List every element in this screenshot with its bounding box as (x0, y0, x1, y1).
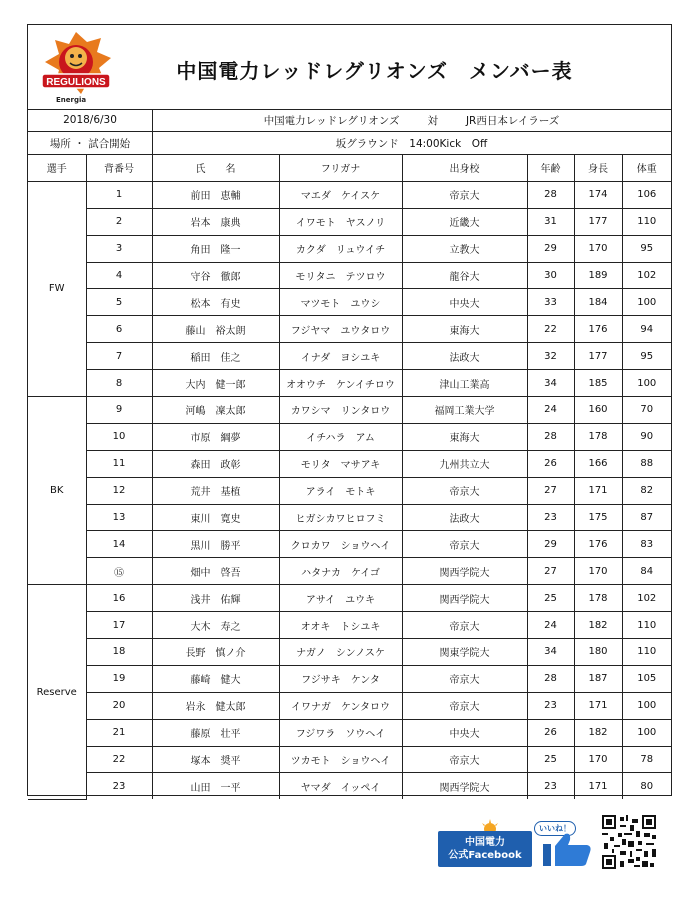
jersey-number: 8 (86, 370, 152, 397)
table-row (28, 558, 671, 585)
player-weight: 70 (622, 397, 671, 424)
table-row (28, 235, 671, 262)
facebook-line2: 公式Facebook (448, 850, 522, 861)
player-age: 27 (527, 558, 574, 585)
player-name: 市原 綱夢 (152, 423, 279, 450)
player-height: 178 (574, 585, 622, 612)
player-age: 22 (527, 316, 574, 343)
player-weight: 100 (622, 692, 671, 719)
player-weight: 88 (622, 450, 671, 477)
player-height: 170 (574, 235, 622, 262)
player-height: 177 (574, 343, 622, 370)
player-weight: 87 (622, 504, 671, 531)
player-kana: フジサキ ケンタ (279, 665, 402, 692)
table-row (28, 585, 671, 612)
table-row (28, 531, 671, 558)
player-weight: 100 (622, 289, 671, 316)
jersey-number: 19 (86, 665, 152, 692)
jersey-number: 3 (86, 235, 152, 262)
player-height: 170 (574, 746, 622, 773)
player-age: 23 (527, 692, 574, 719)
player-school: 近畿大 (402, 208, 527, 235)
jersey-number: 16 (86, 585, 152, 612)
col-header: 背番号 (86, 155, 152, 181)
table-row (28, 181, 671, 208)
jersey-number: 4 (86, 262, 152, 289)
player-height: 174 (574, 181, 622, 208)
player-school: 帝京大 (402, 692, 527, 719)
thumbs-up-icon (541, 832, 593, 868)
player-name: 浅井 佑輝 (152, 585, 279, 612)
player-school: 九州共立大 (402, 450, 527, 477)
jersey-number: 18 (86, 639, 152, 666)
jersey-number: ⑮ (86, 558, 152, 585)
table-row (28, 208, 671, 235)
player-school: 東海大 (402, 316, 527, 343)
table-row (28, 639, 671, 666)
player-school: 法政大 (402, 504, 527, 531)
player-name: 藤原 壮平 (152, 719, 279, 746)
player-name: 岩本 康典 (152, 208, 279, 235)
player-height: 171 (574, 692, 622, 719)
table-row (28, 343, 671, 370)
player-weight: 83 (622, 531, 671, 558)
player-school: 帝京大 (402, 612, 527, 639)
player-age: 28 (527, 423, 574, 450)
jersey-number: 5 (86, 289, 152, 316)
player-weight: 100 (622, 370, 671, 397)
player-height: 170 (574, 558, 622, 585)
col-header: 身長 (574, 155, 622, 181)
player-name: 藤山 裕太朗 (152, 316, 279, 343)
col-header: 氏 名 (152, 155, 279, 181)
player-school: 帝京大 (402, 746, 527, 773)
player-name: 荒井 基植 (152, 477, 279, 504)
player-kana: フジワラ ソウヘイ (279, 719, 402, 746)
table-row (28, 423, 671, 450)
table-row (28, 316, 671, 343)
jersey-number: 21 (86, 719, 152, 746)
player-name: 角田 隆一 (152, 235, 279, 262)
table-row (28, 773, 671, 799)
away-team: JR西日本レイラーズ (465, 114, 560, 127)
table-row (28, 289, 671, 316)
table-row (28, 450, 671, 477)
jersey-number: 12 (86, 477, 152, 504)
player-name: 森田 政彰 (152, 450, 279, 477)
player-name: 塚本 奨平 (152, 746, 279, 773)
jersey-number: 20 (86, 692, 152, 719)
versus-label: 対 (427, 114, 438, 127)
player-height: 184 (574, 289, 622, 316)
venue-label: 場所 ・ 試合開始 (28, 132, 153, 154)
col-header: 年齢 (527, 155, 574, 181)
player-age: 25 (527, 585, 574, 612)
jersey-number: 22 (86, 746, 152, 773)
player-height: 160 (574, 397, 622, 424)
player-age: 24 (527, 612, 574, 639)
player-weight: 80 (622, 773, 671, 799)
player-height: 177 (574, 208, 622, 235)
player-weight: 78 (622, 746, 671, 773)
jersey-number: 1 (86, 181, 152, 208)
player-height: 175 (574, 504, 622, 531)
player-school: 法政大 (402, 343, 527, 370)
player-kana: マツモト ユウシ (279, 289, 402, 316)
player-height: 171 (574, 477, 622, 504)
jersey-number: 10 (86, 423, 152, 450)
player-age: 28 (527, 181, 574, 208)
player-kana: ヤマダ イッペイ (279, 773, 402, 799)
table-row (28, 692, 671, 719)
player-height: 176 (574, 531, 622, 558)
player-kana: カワシマ リンタロウ (279, 397, 402, 424)
player-school: 帝京大 (402, 665, 527, 692)
table-row (28, 397, 671, 424)
player-height: 185 (574, 370, 622, 397)
player-school: 帝京大 (402, 477, 527, 504)
player-weight: 110 (622, 639, 671, 666)
table-row (28, 665, 671, 692)
player-name: 松本 有史 (152, 289, 279, 316)
player-name: 前田 恵輔 (152, 181, 279, 208)
player-school: 関東学院大 (402, 639, 527, 666)
match-row (28, 109, 671, 132)
player-height: 187 (574, 665, 622, 692)
roster-table (28, 155, 671, 800)
table-row (28, 370, 671, 397)
player-school: 津山工業高 (402, 370, 527, 397)
player-name: 稲田 佳之 (152, 343, 279, 370)
player-kana: マエダ ケイスケ (279, 181, 402, 208)
jersey-number: 14 (86, 531, 152, 558)
jersey-number: 9 (86, 397, 152, 424)
player-kana: ハタナカ ケイゴ (279, 558, 402, 585)
venue-row (28, 132, 671, 155)
player-age: 31 (527, 208, 574, 235)
venue-value: 坂グラウンド 14:00Kick Off (335, 137, 488, 150)
player-kana: イナダ ヨシユキ (279, 343, 402, 370)
player-age: 25 (527, 746, 574, 773)
player-weight: 82 (622, 477, 671, 504)
player-height: 178 (574, 423, 622, 450)
player-height: 176 (574, 316, 622, 343)
player-weight: 106 (622, 181, 671, 208)
energia-wordmark: Energia (56, 96, 87, 104)
player-weight: 102 (622, 262, 671, 289)
player-school: 東海大 (402, 423, 527, 450)
qr-code-icon[interactable] (600, 813, 658, 871)
player-kana: フジヤマ ユウタロウ (279, 316, 402, 343)
player-name: 岩永 健太郎 (152, 692, 279, 719)
sheet-header (28, 25, 671, 110)
position-group: BK (28, 397, 86, 585)
roster-body (28, 181, 671, 799)
player-age: 34 (527, 370, 574, 397)
player-height: 171 (574, 773, 622, 799)
col-header: 選手 (28, 155, 86, 181)
player-school: 関西学院大 (402, 773, 527, 799)
page-title: 中国電力レッドレグリオンズ メンバー表 (176, 59, 573, 83)
table-row (28, 612, 671, 639)
player-weight: 110 (622, 208, 671, 235)
table-header-row (28, 155, 671, 181)
facebook-label (438, 831, 532, 867)
player-kana: ナガノ シンノスケ (279, 639, 402, 666)
player-name: 大木 寿之 (152, 612, 279, 639)
player-age: 33 (527, 289, 574, 316)
table-row (28, 262, 671, 289)
jersey-number: 23 (86, 773, 152, 799)
player-weight: 105 (622, 665, 671, 692)
player-kana: クロカワ ショウヘイ (279, 531, 402, 558)
player-name: 大内 健一郎 (152, 370, 279, 397)
col-header: フリガナ (279, 155, 402, 181)
table-row (28, 477, 671, 504)
table-row (28, 719, 671, 746)
player-age: 28 (527, 665, 574, 692)
player-age: 26 (527, 450, 574, 477)
player-school: 中央大 (402, 719, 527, 746)
player-kana: アサイ ユウキ (279, 585, 402, 612)
player-height: 189 (574, 262, 622, 289)
player-name: 河嶋 凜太郎 (152, 397, 279, 424)
player-kana: イチハラ アム (279, 423, 402, 450)
col-header: 体重 (622, 155, 671, 181)
table-row (28, 504, 671, 531)
player-age: 27 (527, 477, 574, 504)
player-kana: イワナガ ケンタロウ (279, 692, 402, 719)
jersey-number: 17 (86, 612, 152, 639)
home-team: 中国電力レッドレグリオンズ (263, 114, 400, 127)
table-row (28, 746, 671, 773)
player-school: 帝京大 (402, 531, 527, 558)
player-school: 龍谷大 (402, 262, 527, 289)
player-kana: ツカモト ショウヘイ (279, 746, 402, 773)
position-group: Reserve (28, 585, 86, 800)
jersey-number: 2 (86, 208, 152, 235)
player-kana: ヒガシカワヒロフミ (279, 504, 402, 531)
jersey-number: 7 (86, 343, 152, 370)
player-school: 関西学院大 (402, 585, 527, 612)
player-weight: 95 (622, 235, 671, 262)
player-name: 藤崎 健大 (152, 665, 279, 692)
player-age: 34 (527, 639, 574, 666)
jersey-number: 13 (86, 504, 152, 531)
roster-sheet (27, 24, 672, 796)
player-height: 180 (574, 639, 622, 666)
player-name: 山田 一平 (152, 773, 279, 799)
player-school: 福岡工業大学 (402, 397, 527, 424)
player-age: 30 (527, 262, 574, 289)
player-school: 立教大 (402, 235, 527, 262)
player-school: 帝京大 (402, 181, 527, 208)
like-bubble: いいね！ (534, 821, 576, 836)
player-height: 182 (574, 719, 622, 746)
player-school: 中央大 (402, 289, 527, 316)
match-teams (152, 109, 671, 131)
facebook-banner[interactable] (438, 815, 593, 867)
player-weight: 84 (622, 558, 671, 585)
jersey-number: 6 (86, 316, 152, 343)
player-age: 24 (527, 397, 574, 424)
player-age: 32 (527, 343, 574, 370)
player-height: 182 (574, 612, 622, 639)
player-age: 23 (527, 504, 574, 531)
player-school: 関西学院大 (402, 558, 527, 585)
player-kana: オオウチ ケンイチロウ (279, 370, 402, 397)
player-name: 黒川 勝平 (152, 531, 279, 558)
match-date: 2018/6/30 (28, 109, 153, 131)
player-age: 29 (527, 235, 574, 262)
player-age: 26 (527, 719, 574, 746)
player-weight: 102 (622, 585, 671, 612)
player-name: 畑中 啓吾 (152, 558, 279, 585)
player-name: 守谷 徹郎 (152, 262, 279, 289)
player-weight: 90 (622, 423, 671, 450)
logo-text: REGULIONS (46, 77, 106, 88)
player-kana: オオキ トシユキ (279, 612, 402, 639)
player-weight: 94 (622, 316, 671, 343)
player-kana: カクダ リュウイチ (279, 235, 402, 262)
facebook-line1: 中国電力 (465, 837, 505, 848)
player-height: 166 (574, 450, 622, 477)
jersey-number: 11 (86, 450, 152, 477)
player-kana: イワモト ヤスノリ (279, 208, 402, 235)
player-name: 東川 寛史 (152, 504, 279, 531)
player-kana: アライ モトキ (279, 477, 402, 504)
player-age: 23 (527, 773, 574, 799)
col-header: 出身校 (402, 155, 527, 181)
player-weight: 110 (622, 612, 671, 639)
position-group: FW (28, 181, 86, 396)
player-age: 29 (527, 531, 574, 558)
player-kana: モリタ マサアキ (279, 450, 402, 477)
player-weight: 95 (622, 343, 671, 370)
player-weight: 100 (622, 719, 671, 746)
player-name: 長野 慎ノ介 (152, 639, 279, 666)
player-kana: モリタニ テツロウ (279, 262, 402, 289)
